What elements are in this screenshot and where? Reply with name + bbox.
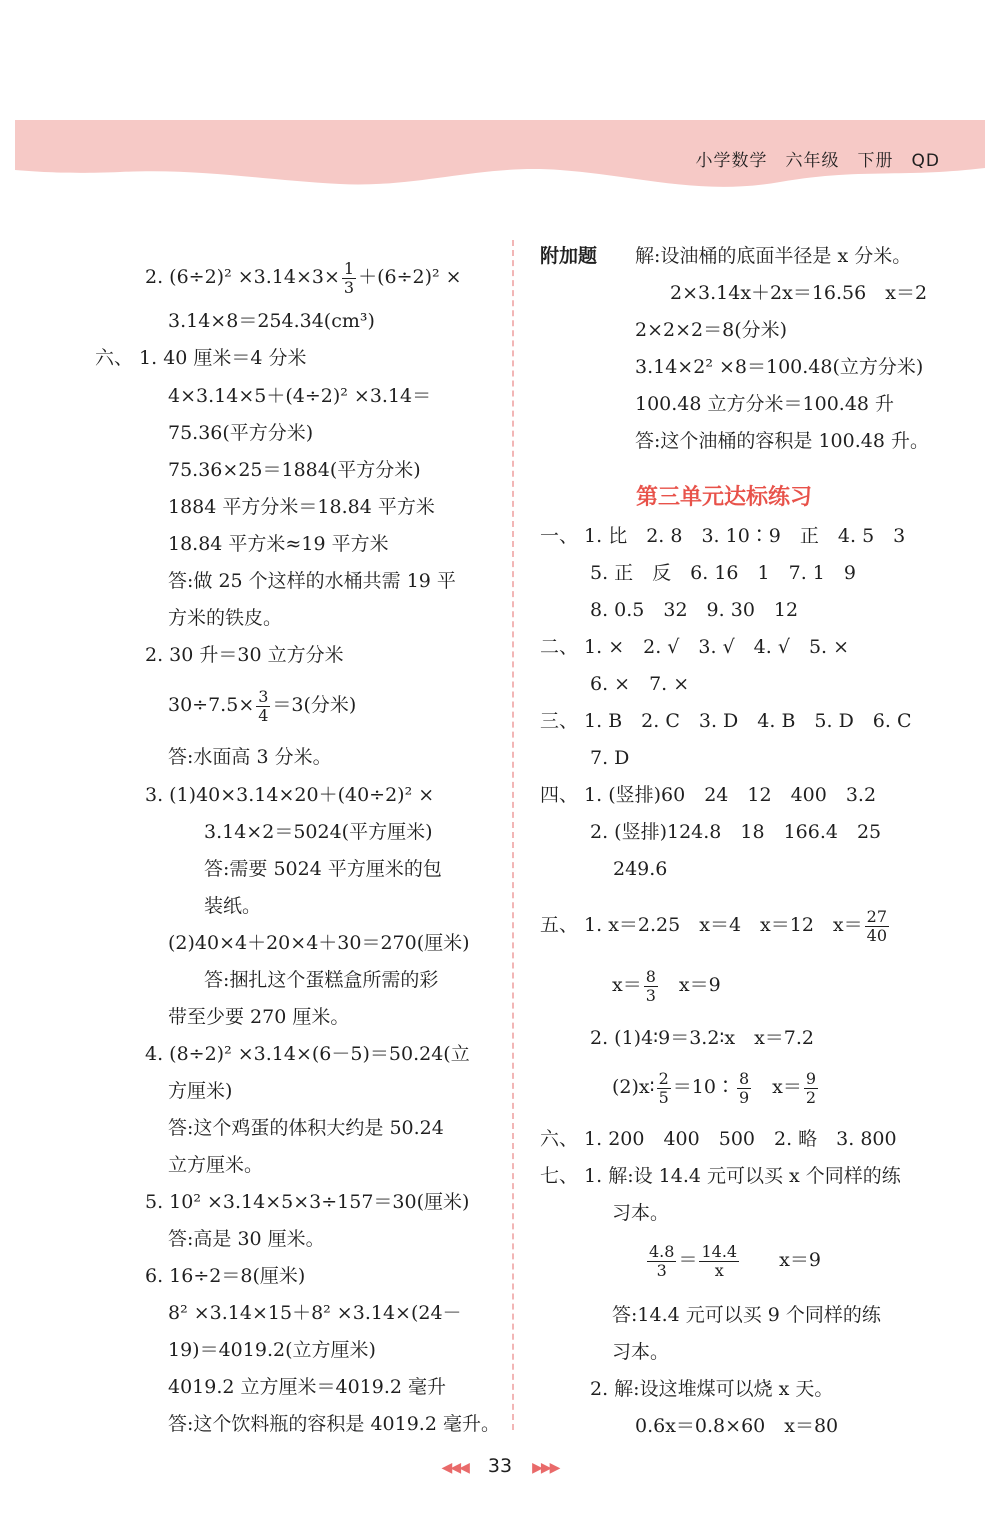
next-arrows-icon: ▶▶▶ [532, 1460, 559, 1476]
answer-line: 答:高是 30 厘米。 [168, 1228, 325, 1250]
fraction: $\frac{4.8}{3}$ [649, 1242, 675, 1280]
answer-line: 答:这个饮料瓶的容积是 4019.2 毫升。 [168, 1413, 500, 1435]
answer-line: 带至少要 270 厘米。 [168, 1006, 350, 1028]
answer-line: 2×2×2＝8(分米) [635, 319, 788, 341]
answer-line: 习本。 [612, 1202, 670, 1224]
prev-arrows-icon: ◀◀◀ [441, 1460, 468, 1476]
answer-line: 75.36×25＝1884(平方分米) [168, 459, 421, 481]
answer-line: 解:设油桶的底面半径是 x 分米。 [635, 245, 912, 267]
answer-line: 4×3.14×5＋(4÷2)² ×3.14＝ [168, 385, 432, 407]
answer-line: 6. 16÷2＝8(厘米) [145, 1265, 306, 1287]
answer-line: 答:需要 5024 平方厘米的包 [204, 858, 442, 880]
answer-line: 2. (竖排)124.8 18 166.4 25 [590, 821, 882, 843]
fraction: $\frac{2}{5}$ [658, 1069, 669, 1107]
answer-line: 二、 1. × 2. √ 3. √ 4. √ 5. × [540, 636, 850, 658]
answer-line: 4019.2 立方厘米＝4019.2 毫升 [168, 1376, 447, 1398]
answer-line: 答:这个油桶的容积是 100.48 升。 [635, 430, 929, 452]
answer-line: 七、 1. 解:设 14.4 元可以买 x 个同样的练 [540, 1165, 901, 1187]
answer-line: 答:做 25 个这样的水桶共需 19 平 [168, 570, 456, 592]
section-title: 第三单元达标练习 [636, 485, 813, 510]
answer-line: 2. 30 升＝30 立方分米 [145, 644, 344, 666]
answer-line: 8² ×3.14×15＋8² ×3.14×(24－ [168, 1302, 462, 1324]
answer-line: 0.6x＝0.8×60 x＝80 [635, 1415, 839, 1437]
answer-line: 18.84 平方米≈19 平方米 [168, 533, 389, 555]
answer-line: 六、 1. 200 400 500 2. 略 3. 800 [540, 1128, 897, 1150]
answer-line: 100.48 立方分米＝100.48 升 [635, 393, 895, 415]
answer-line: 方米的铁皮。 [168, 607, 283, 629]
fraction: $\frac{1}{3}$ [343, 259, 355, 297]
bonus-label: 附加题 [540, 245, 598, 267]
answer-line: 答:水面高 3 分米。 [168, 746, 332, 768]
answer-line: 2. (6÷2)² ×3.14×3× $\frac{1}{3}$ ＋(6÷2)² × [145, 259, 462, 297]
answer-line: 装纸。 [204, 895, 262, 917]
answer-line: 75.36(平方分米) [168, 422, 314, 444]
answer-line: 8. 0.5 32 9. 30 12 [590, 599, 799, 621]
answer-line: $\frac{4.8}{3}$ ＝ $\frac{14.4}{x}$ x＝9 [649, 1242, 821, 1280]
fraction: $\frac{9}{2}$ [805, 1069, 817, 1107]
answer-line: 249.6 [613, 858, 668, 880]
fraction: $\frac{8}{9}$ [738, 1069, 750, 1107]
answer-line: 2×3.14x＋2x＝16.56 x＝2 [670, 282, 928, 304]
answer-line: 2. 解:设这堆煤可以烧 x 天。 [590, 1378, 834, 1400]
answer-line: 30÷7.5× $\frac{3}{4}$ ＝3(分米) [168, 687, 357, 725]
fraction: $\frac{27}{40}$ [866, 907, 887, 945]
answer-line: 答:14.4 元可以买 9 个同样的练 [612, 1304, 881, 1326]
answer-line: 方厘米) [168, 1080, 233, 1102]
answer-line: 6. × 7. × [590, 673, 690, 695]
column-divider [512, 240, 514, 1430]
answer-line: 4. (8÷2)² ×3.14×(6－5)＝50.24(立 [145, 1043, 470, 1065]
answer-line: 3.14×2² ×8＝100.48(立方分米) [635, 356, 924, 378]
answer-line: 3.14×2＝5024(平方厘米) [204, 821, 433, 843]
fraction: $\frac{14.4}{x}$ [701, 1242, 738, 1280]
answer-line: (2)x∶ $\frac{2}{5}$ ＝10∶ $\frac{8}{9}$ x＝ $\frac{9}{2}$ [612, 1069, 817, 1107]
answer-line: 立方厘米。 [168, 1154, 264, 1176]
fraction: $\frac{3}{4}$ [258, 687, 269, 725]
answer-line: 3. (1)40×3.14×20＋(40÷2)² × [145, 784, 435, 806]
answer-line: 5. 10² ×3.14×5×3÷157＝30(厘米) [145, 1191, 470, 1213]
page-footer [0, 1455, 1000, 1477]
answer-line: 六、 1. 40 厘米＝4 分米 [95, 347, 307, 369]
answer-line: 四、 1. (竖排)60 24 12 400 3.2 [540, 784, 877, 806]
answer-line: 答:捆扎这个蛋糕盒所需的彩 [204, 969, 439, 991]
answer-line: 三、 1. B 2. C 3. D 4. B 5. D 6. C [540, 710, 912, 732]
answer-line: 5. 正 反 6. 16 1 7. 1 9 [590, 562, 856, 584]
answer-line: 1884 平方分米＝18.84 平方米 [168, 496, 435, 518]
answer-line: x＝ $\frac{8}{3}$ x＝9 [612, 967, 721, 1005]
answer-line: 3.14×8＝254.34(cm³) [168, 310, 375, 332]
fraction: $\frac{8}{3}$ [645, 967, 656, 1005]
book-info: 小学数学 六年级 下册 QD [695, 151, 940, 171]
answer-line: 五、 1. x＝2.25 x＝4 x＝12 x＝ $\frac{27}{40}$ [540, 907, 887, 945]
answer-line: 一、 1. 比 2. 8 3. 10∶9 正 4. 5 3 [540, 525, 906, 547]
answer-line: 答:这个鸡蛋的体积大约是 50.24 [168, 1117, 444, 1139]
answer-line: 习本。 [612, 1341, 670, 1363]
answer-line: 7. D [590, 747, 630, 769]
answer-line: 19)＝4019.2(立方厘米) [168, 1339, 376, 1361]
answer-line: 2. (1)4∶9＝3.2∶x x＝7.2 [590, 1027, 815, 1049]
answer-line: (2)40×4＋20×4＋30＝270(厘米) [168, 932, 470, 954]
page-number: 33 [487, 1455, 513, 1477]
